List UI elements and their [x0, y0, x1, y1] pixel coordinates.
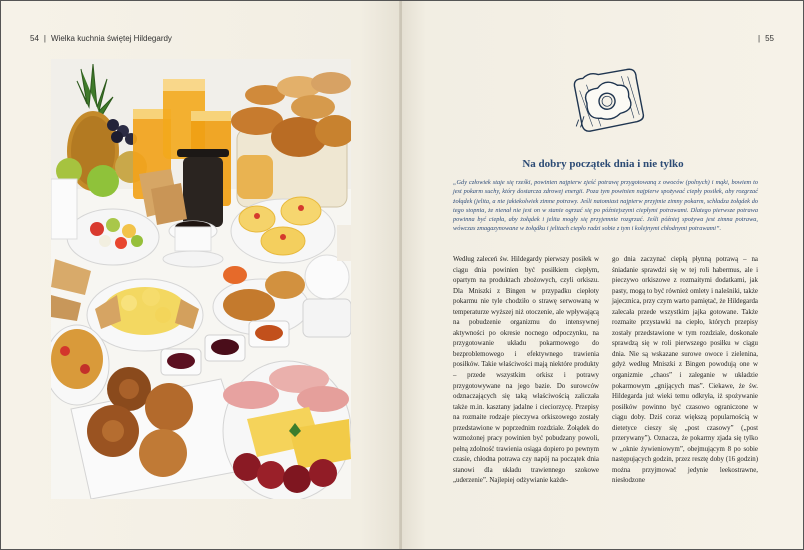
- section-title: Na dobry początek dnia i nie tylko: [522, 158, 684, 170]
- left-page: [0, 0, 400, 550]
- running-title: Wielka kuchnia świętej Hildegardy: [50, 34, 172, 43]
- right-page: [402, 0, 804, 550]
- fried-egg-toast-icon: [567, 66, 649, 136]
- right-running-header: [758, 34, 774, 43]
- body-column-left: Według zaleceń św. Hildegardy pierwszy posiłek w ciągu dnia powinien być posiłkiem ciepłym, opartym na produktach zbożowych, czyli orkiszu. Dla Mniszki z Bingen w przypadku ciepłoty pokarmu nie tyle chodziło o strawę serwowaną w temperaturze wyższej niż otoczenie, ale wpływającą na pobudzenie organizmu do intensywnej aktywności po okresie nocnego odpoczynku, na przygotowanie układu pokarmowego do bezproblemowego i efektywnego trawienia posiłków. Takie właściwości mają niektóre produkty – przede wszystkim orkisz i potrawy przygotowywane na jego bazie. Do surowców odznaczających się taką właściwością zaliczała także m.in. kasztany jadalne i cieciorzycę. Przepisy na rozmaite rodzaje pieczywa orkiszowego zostały przedstawione w poprzednim rozdziale. Żołądek do wzmożonej pracy powinien być pobudzany powoli, pełną zdolność trawienia osiąga dopiero po pewnym czasie, chłodna potrawa czy napój na początek dnia stanowi dla układu trawiennego szokowe „uderzenie”. Najlepiej odżywianie każde-: [453, 256, 599, 485]
- fried-egg-toast-drawing: [567, 66, 649, 136]
- intro-quote: „Gdy człowiek staje się rześki, powinien najpierw zjeść potrawę przygotowaną z owoców (polnych) i mąki, bowiem to jest pokarm suchy, który dostarcza zdrowej energii. Poza tym powinien najpierw spożywać ciepły posiłek, aby rozgrzać żołądek (jelita, a nie jakiekolwiek zimne potrawy. Jeśli natomiast najpierw przyjmie zimny pokarm, schładza żołądek do tego stopnia, że nienał nie jest on w stanie ogrzać się po późniejszymi ciepłymi potrawami. Dlatego pierwsze potrawa powinna być ciepła, aby żołądek i jelita mogły się przyjemnie rozgrzać. Jeśli później spożywa jest zimna potrawa, wówczas zmagazynowane w żołądku i jelitach ciepło radzi sobie z tym i kolejnymi chłodnymi potrawami”.: [453, 179, 758, 233]
- left-running-header: [30, 34, 172, 43]
- breakfast-buffet-photo-illustration: [51, 59, 351, 499]
- body-column-right: go dnia zaczynać ciepłą płynną potrawą – na śniadanie sprawdzi się w tej roli habermus, ale i pieczywo orkiszowe z rozmaitymi dodatkami, jak pasty, mogą to być również omlety i naleśniki, także jajecznica, przy czym warto pamiętać, że Hildegarda zalecała przede wszystkim jajka gotowane. Także rozmaite przystawki na ciepło, których przepisy zostały przedstawione w tym rozdziale, doskonale sprawdzą się w roli pierwszego posiłku w ciągu dnia. Nie są wskazane surowe owoce i zielenina, gdyż według Mniszki z Bingen powodują one w organizmie „chaos” i zaleganie w układzie pokarmowym „gnijących mas”. Ciekawe, że św. Hildegarda już wieki temu odkryła, iż spożywanie posiłków powinno być czasowo ograniczone w ciągu doby. Dziś coraz większą popularnością w dietetyce cieszy się „post czasowy” („post przerywany”). Oznacza, że pokarmy zjada się tylko w „oknie żywieniowym”, obejmującym 8 po sobie następujących godzin, przez resztę doby (16 godzin) można przyjmować jedynie leekostrawne, niesłodzone: [612, 256, 758, 485]
- breakfast-buffet-photo: [51, 59, 351, 499]
- right-page-number: 55: [765, 34, 774, 43]
- header-separator: |: [758, 34, 761, 43]
- left-page-number: 54: [30, 34, 39, 43]
- header-separator: |: [43, 34, 46, 43]
- body-columns: [453, 255, 758, 520]
